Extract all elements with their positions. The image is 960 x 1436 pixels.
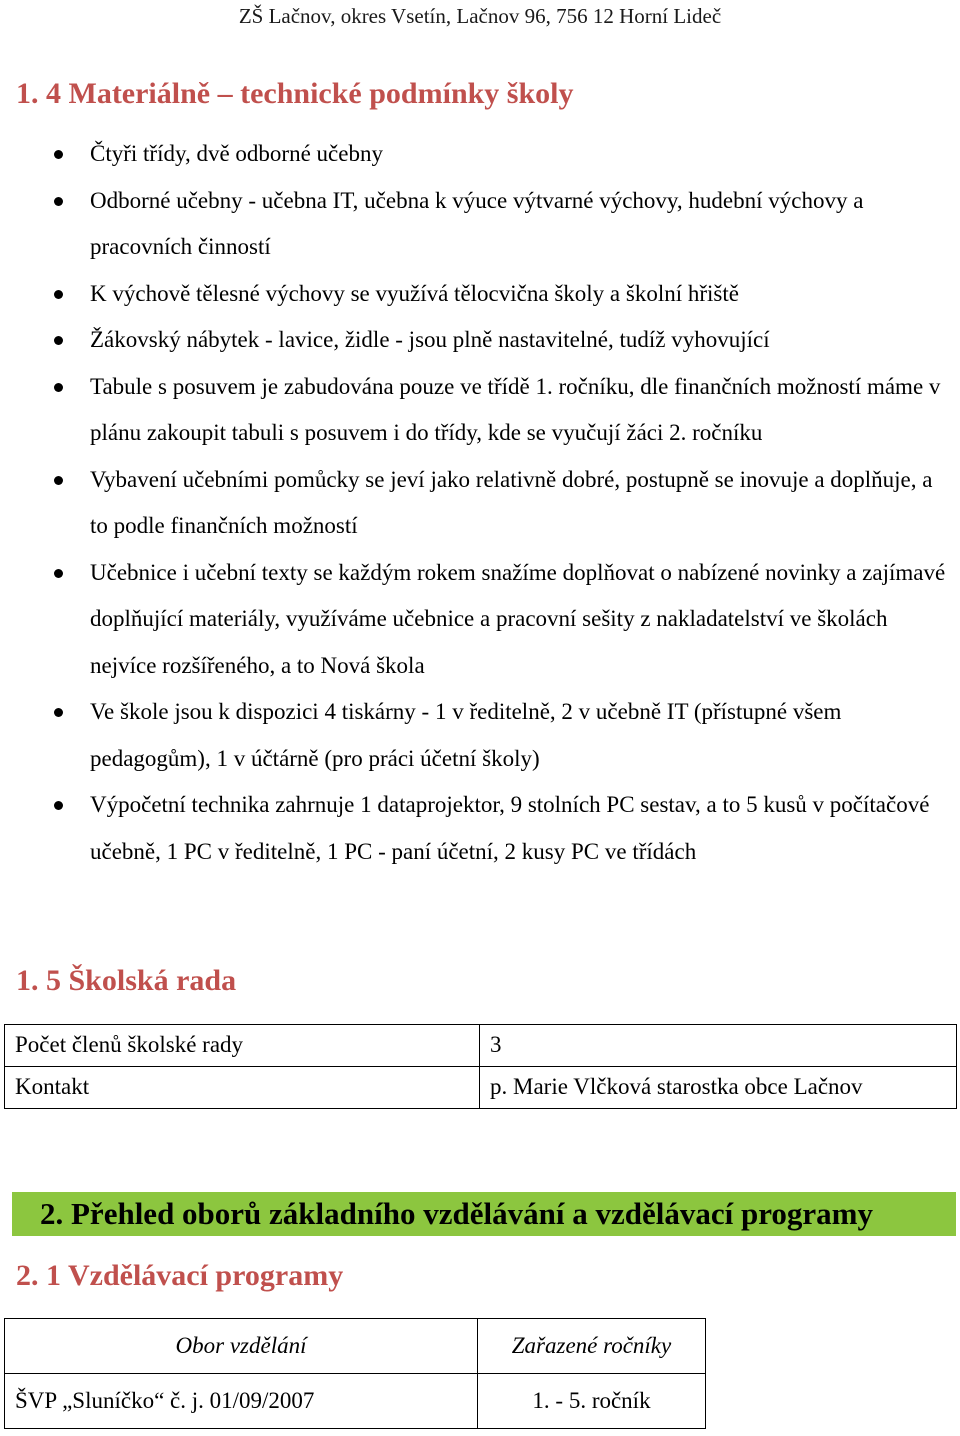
list-item: Čtyři třídy, dvě odborné učebny bbox=[0, 131, 960, 178]
list-item: Ve škole jsou k dispozici 4 tiskárny - 1 v ředitelně, 2 v učebně IT (přístupné všem pedagogům), 1 v účtárně (pro práci účetní školy) bbox=[0, 689, 960, 782]
bullet-icon bbox=[54, 197, 63, 206]
bullet-icon bbox=[54, 290, 63, 299]
bullet-icon bbox=[54, 336, 63, 345]
table-row bbox=[5, 1067, 957, 1109]
table-row bbox=[5, 1374, 706, 1429]
bullet-icon bbox=[54, 150, 63, 159]
column-header: Obor vzdělání bbox=[5, 1319, 478, 1374]
list-item: Učebnice i učební texty se každým rokem snažíme doplňovat o nabízené novinky a zajímavé doplňující materiály, využíváme učebnice a pracovní sešity z nakladatelství ve školách nejvíce rozšířeného, a to Nová škola bbox=[0, 550, 960, 690]
bullet-icon bbox=[54, 569, 63, 578]
section-banner bbox=[12, 1192, 956, 1236]
list-item: K výchově tělesné výchovy se využívá tělocvična školy a školní hřiště bbox=[0, 271, 960, 318]
education-programs-table bbox=[4, 1318, 706, 1429]
table-cell: p. Marie Vlčková starostka obce Lačnov bbox=[480, 1067, 957, 1109]
column-header: Zařazené ročníky bbox=[478, 1319, 706, 1374]
bullet-icon bbox=[54, 476, 63, 485]
section-heading-2-1: 2. 1 Vzdělávací programy bbox=[16, 1259, 344, 1292]
bullet-icon bbox=[54, 383, 63, 392]
bullet-icon bbox=[54, 708, 63, 717]
table-cell: Počet členů školské rady bbox=[5, 1025, 480, 1067]
section-heading-1-4: 1. 4 Materiálně – technické podmínky školy bbox=[16, 77, 574, 110]
section-heading-2: 2. Přehled oborů základního vzdělávání a vzdělávací programy bbox=[40, 1196, 873, 1231]
list-item: Žákovský nábytek - lavice, židle - jsou plně nastavitelné, tudíž vyhovující bbox=[0, 317, 960, 364]
bullet-icon bbox=[54, 801, 63, 810]
list-item: Tabule s posuvem je zabudována pouze ve třídě 1. ročníku, dle finančních možností máme v plánu zakoupit tabuli s posuvem i do třídy, kde se vyučují žáci 2. ročníku bbox=[0, 364, 960, 457]
running-header: ZŠ Lačnov, okres Vsetín, Lačnov 96, 756 12 Horní Lideč bbox=[238, 4, 722, 28]
equipment-list bbox=[0, 131, 960, 875]
list-item: Výpočetní technika zahrnuje 1 dataprojektor, 9 stolních PC sestav, a to 5 kusů v počítačové učebně, 1 PC v ředitelně, 1 PC - paní účetní, 2 kusy PC ve třídách bbox=[0, 782, 960, 875]
table-cell: Kontakt bbox=[5, 1067, 480, 1109]
table-row bbox=[5, 1025, 957, 1067]
table-cell: 3 bbox=[480, 1025, 957, 1067]
table-cell: 1. - 5. ročník bbox=[478, 1374, 706, 1429]
school-council-table bbox=[4, 1024, 957, 1109]
list-item: Odborné učebny - učebna IT, učebna k výuce výtvarné výchovy, hudební výchovy a pracovních činností bbox=[0, 178, 960, 271]
table-cell: ŠVP „Sluníčko“ č. j. 01/09/2007 bbox=[5, 1374, 478, 1429]
table-header-row bbox=[5, 1319, 706, 1374]
section-heading-1-5: 1. 5 Školská rada bbox=[16, 964, 237, 997]
list-item: Vybavení učebními pomůcky se jeví jako relativně dobré, postupně se inovuje a doplňuje, a to podle finančních možností bbox=[0, 457, 960, 550]
